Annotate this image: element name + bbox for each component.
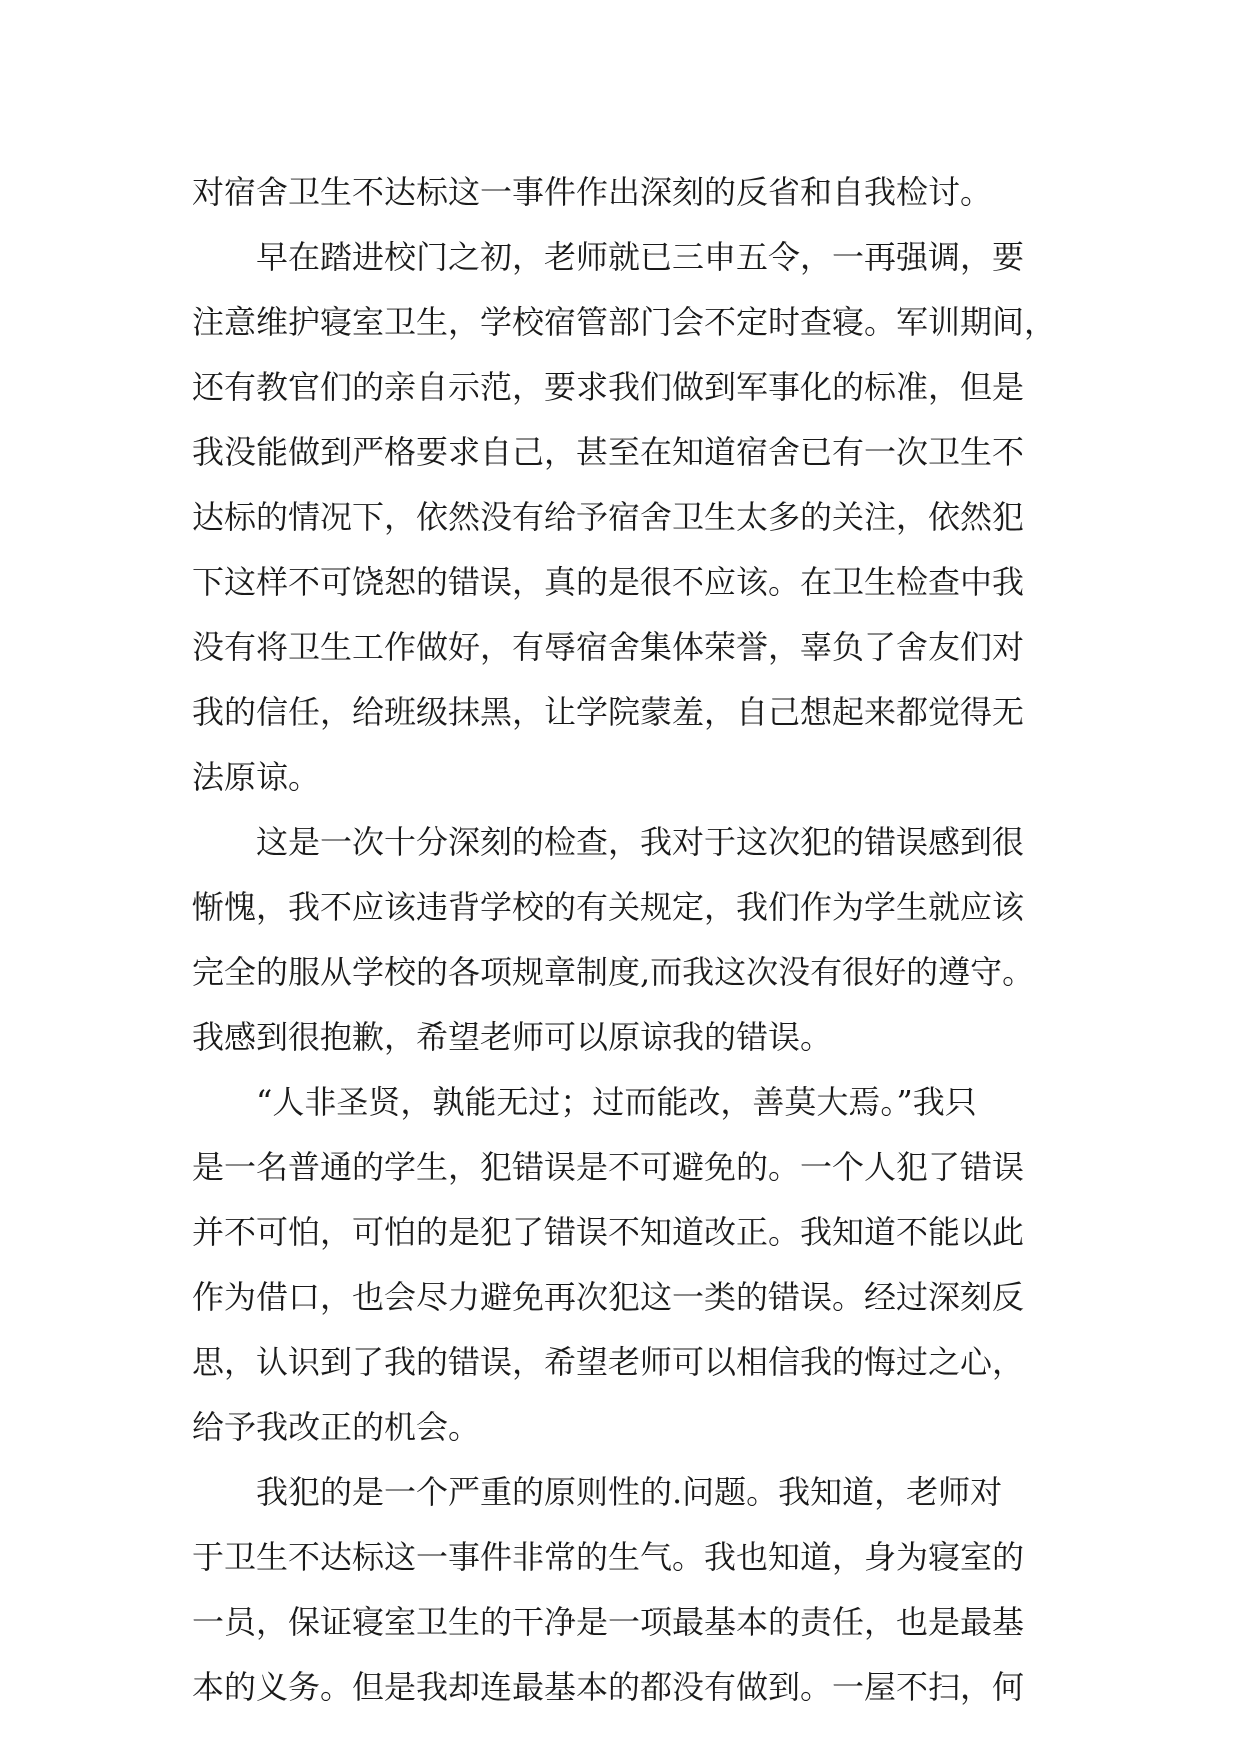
text-line: “人非圣贤，孰能无过；过而能改，善莫大焉。”我只 [192,1083,977,1121]
text-line: 我感到很抱歉，希望老师可以原谅我的错误。 [192,1018,833,1056]
text-line: 是一名普通的学生，犯错误是不可避免的。一个人犯了错误 [192,1148,1025,1186]
text-line: 这是一次十分深刻的检查，我对于这次犯的错误感到很 [192,823,1025,861]
text-line: 思，认识到了我的错误，希望老师可以相信我的悔过之心， [192,1343,1025,1381]
text-line: 没有将卫生工作做好，有辱宿舍集体荣誉，辜负了舍友们对 [192,628,1025,666]
text-line: 对宿舍卫生不达标这一事件作出深刻的反省和自我检讨。 [192,173,993,211]
text-line: 达标的情况下，依然没有给予宿舍卫生太多的关注，依然犯 [192,498,1025,536]
text-line: 注意维护寝室卫生，学校宿管部门会不定时查寝。军训期间， [192,303,1057,341]
body-text [192,160,1062,1720]
text-line: 于卫生不达标这一事件非常的生气。我也知道，身为寝室的 [192,1538,1025,1576]
text-line: 我的信任，给班级抹黑，让学院蒙羞，自己想起来都觉得无 [192,693,1025,731]
text-line: 还有教官们的亲自示范，要求我们做到军事化的标准，但是 [192,368,1025,406]
text-line: 法原谅。 [192,758,321,796]
text-line: 我没能做到严格要求自己，甚至在知道宿舍已有一次卫生不 [192,433,1025,471]
text-line: 早在踏进校门之初，老师就已三申五令，一再强调，要 [192,238,1025,276]
text-line: 惭愧，我不应该违背学校的有关规定，我们作为学生就应该 [192,888,1025,926]
text-line: 完全的服从学校的各项规章制度,而我这次没有很好的遵守。 [192,953,1035,991]
text-line: 我犯的是一个严重的原则性的.问题。我知道，老师对 [192,1473,1003,1511]
text-line: 给予我改正的机会。 [192,1408,481,1446]
text-line: 作为借口，也会尽力避免再次犯这一类的错误。经过深刻反 [192,1278,1025,1316]
text-line: 一员，保证寝室卫生的干净是一项最基本的责任，也是最基 [192,1603,1025,1641]
text-line: 本的义务。但是我却连最基本的都没有做到。一屋不扫，何 [192,1668,1025,1706]
text-line: 并不可怕，可怕的是犯了错误不知道改正。我知道不能以此 [192,1213,1025,1251]
text-line: 下这样不可饶恕的错误，真的是很不应该。在卫生检查中我 [192,563,1025,601]
